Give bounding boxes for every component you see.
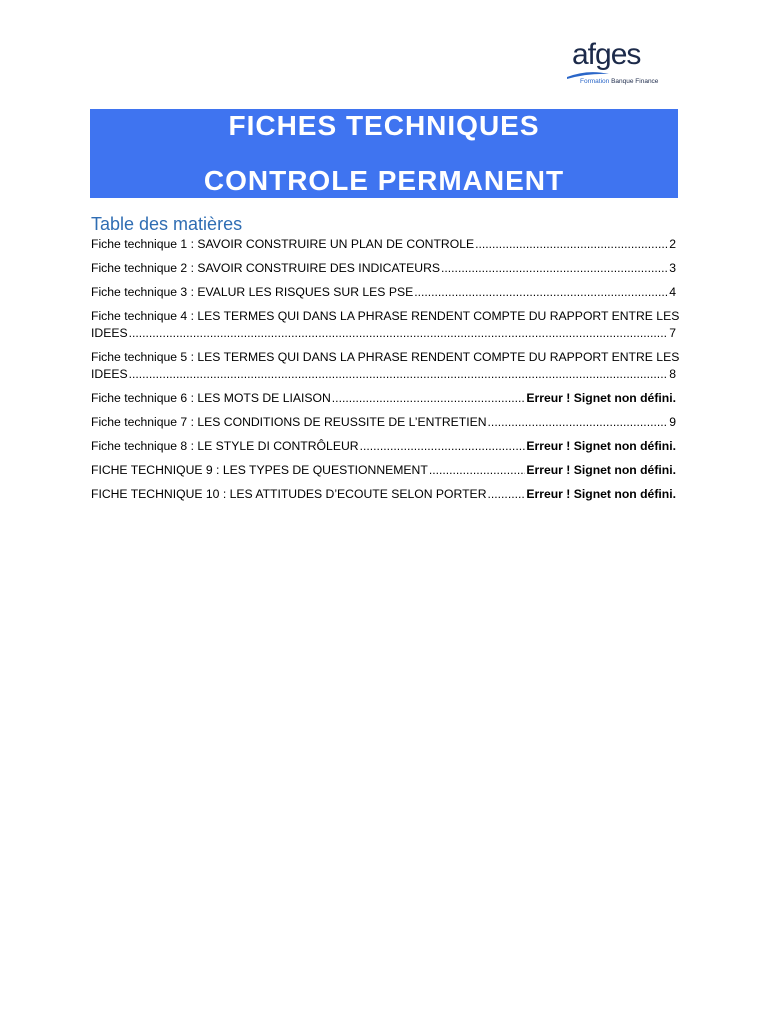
toc-leader-dots <box>488 414 669 431</box>
toc-entry-label: Fiche technique 7 : LES CONDITIONS DE REUSSITE DE L’ENTRETIEN <box>91 415 487 429</box>
toc-leader-dots <box>488 486 526 503</box>
toc-entry-label: Fiche technique 1 : SAVOIR CONSTRUIRE UN PLAN DE CONTROLE <box>91 237 475 251</box>
toc-leader-dots <box>332 390 526 407</box>
logo-tagline-part2: Banque Finance <box>611 78 659 85</box>
toc-entry-10[interactable] <box>91 486 676 503</box>
toc-page-number: 2 <box>669 237 676 251</box>
toc-entry-label-line1: Fiche technique 4 : LES TERMES QUI DANS LA PHRASE RENDENT COMPTE DU RAPPORT ENTRE LES <box>91 309 680 323</box>
banner-title-line1: FICHES TECHNIQUES <box>228 110 540 141</box>
toc-entry-label-line1: Fiche technique 5 : LES TERMES QUI DANS LA PHRASE RENDENT COMPTE DU RAPPORT ENTRE LES <box>91 350 680 364</box>
toc-leader-dots <box>475 236 668 253</box>
logo-tagline <box>580 78 658 86</box>
toc-entry-2[interactable] <box>91 260 676 277</box>
toc-entry-label: Fiche technique 8 : LE STYLE DI CONTRÔLEUR <box>91 439 359 453</box>
toc-entry-9[interactable] <box>91 462 676 479</box>
toc-page-number: 8 <box>669 367 676 381</box>
toc-page-error: Erreur ! Signet non défini. <box>526 439 676 453</box>
toc-leader-dots <box>129 366 669 383</box>
logo-wordmark: afges <box>572 38 641 71</box>
toc-leader-dots <box>129 325 669 342</box>
toc-page-number: 9 <box>669 415 676 429</box>
toc-heading: Table des matières <box>91 214 243 234</box>
afges-logo <box>566 38 678 88</box>
toc-entry-label: FICHE TECHNIQUE 10 : LES ATTITUDES D’ECOUTE SELON PORTER <box>91 487 487 501</box>
banner-title-line2: CONTROLE PERMANENT <box>203 165 565 196</box>
toc-entry-1[interactable] <box>91 236 676 253</box>
title-banner <box>90 109 678 198</box>
toc-page-error: Erreur ! Signet non défini. <box>526 391 676 405</box>
logo-tagline-part1: Formation <box>580 78 610 85</box>
toc-entry-3[interactable] <box>91 284 676 301</box>
toc-entry-6[interactable] <box>91 390 676 407</box>
table-of-contents <box>91 236 680 510</box>
toc-entry-label-line2: IDEES <box>91 367 128 381</box>
toc-leader-dots <box>360 438 526 455</box>
toc-entry-label: FICHE TECHNIQUE 9 : LES TYPES DE QUESTIONNEMENT <box>91 463 428 477</box>
toc-leader-dots <box>429 462 526 479</box>
toc-entry-label-line2: IDEES <box>91 326 128 340</box>
toc-entry-label: Fiche technique 2 : SAVOIR CONSTRUIRE DES INDICATEURS <box>91 261 441 275</box>
toc-leader-dots <box>414 284 668 301</box>
toc-entry-7[interactable] <box>91 414 676 431</box>
toc-entry-8[interactable] <box>91 438 676 455</box>
toc-entry-label: Fiche technique 6 : LES MOTS DE LIAISON <box>91 391 331 405</box>
toc-entry-4[interactable] <box>91 308 680 342</box>
toc-page-number: 7 <box>669 326 676 340</box>
toc-entry-5[interactable] <box>91 349 680 383</box>
toc-page-number: 3 <box>669 261 676 275</box>
toc-entry-label: Fiche technique 3 : EVALUR LES RISQUES SUR LES PSE <box>91 285 414 299</box>
toc-leader-dots <box>441 260 668 277</box>
toc-page-error: Erreur ! Signet non défini. <box>526 487 676 501</box>
toc-page-error: Erreur ! Signet non défini. <box>526 463 676 477</box>
toc-page-number: 4 <box>669 285 676 299</box>
